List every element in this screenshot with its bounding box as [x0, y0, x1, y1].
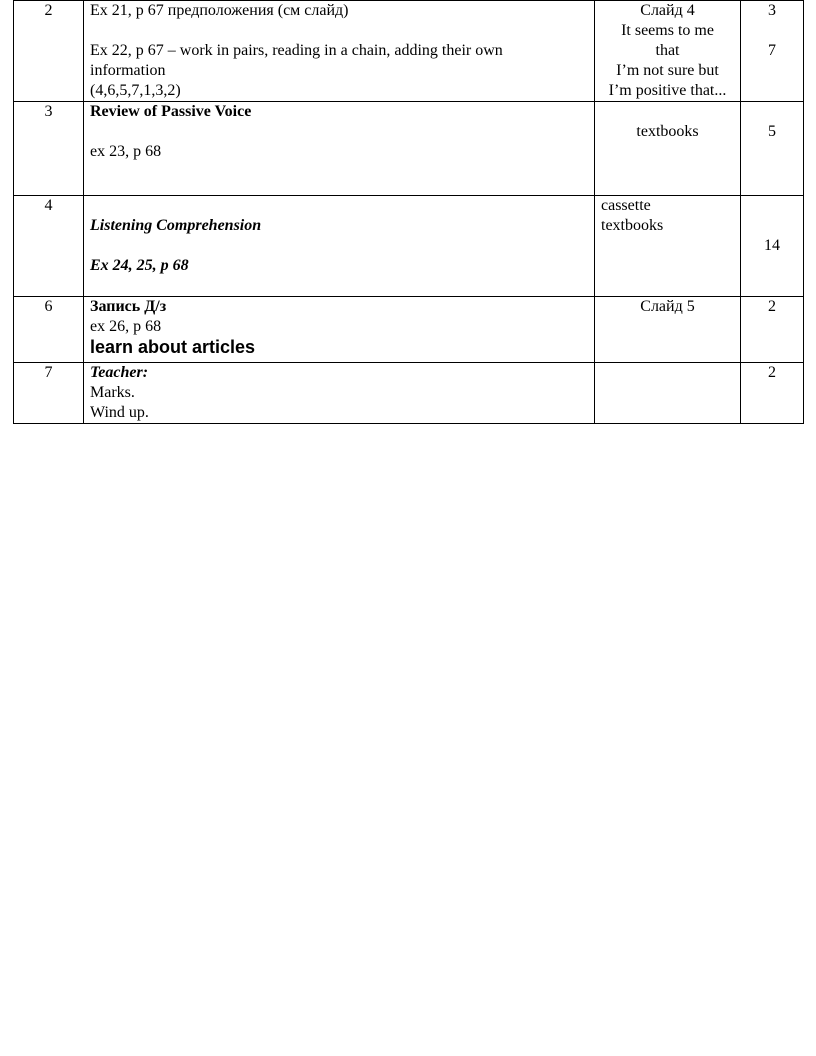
- time-value: 7: [768, 42, 776, 59]
- row-number: 2: [14, 1, 84, 102]
- resource-line: textbooks: [601, 217, 664, 234]
- row-number: 7: [14, 363, 84, 424]
- activity-line: Ex 24, 25, p 68: [90, 257, 189, 274]
- activity-cell: [84, 1, 595, 102]
- activity-heading: Teacher:: [90, 364, 149, 381]
- resources-cell: [595, 363, 741, 424]
- activity-heading: Listening Comprehension: [90, 217, 262, 234]
- table-row: [14, 1, 804, 102]
- time-value: 3: [768, 2, 776, 19]
- activity-line: ex 26, p 68: [90, 318, 162, 335]
- resource-line: I’m positive that...: [608, 82, 727, 99]
- lesson-plan-table: [13, 0, 804, 424]
- table-row: [14, 196, 804, 297]
- activity-heading: Запись Д/з: [90, 298, 167, 315]
- row-number: 3: [14, 102, 84, 196]
- time-cell: [741, 196, 804, 297]
- activity-line: Wind up.: [90, 404, 149, 421]
- time-value: 5: [768, 123, 776, 140]
- activity-line: Ex 22, p 67 – work in pairs, reading in a chain, adding their own: [90, 42, 503, 59]
- resources-cell: [595, 196, 741, 297]
- time-value: 2: [768, 364, 776, 381]
- resource-line: textbooks: [636, 123, 699, 140]
- activity-line: learn about articles: [90, 337, 256, 357]
- resources-cell: [595, 102, 741, 196]
- resource-line: cassette: [601, 197, 651, 214]
- resources-cell: [595, 1, 741, 102]
- activity-heading: Review of Passive Voice: [90, 103, 252, 120]
- time-cell: [741, 363, 804, 424]
- resource-line: that: [655, 42, 680, 59]
- resources-cell: [595, 297, 741, 363]
- activity-line: Ex 21, p 67 предположения (см слайд): [90, 2, 349, 19]
- activity-line: ex 23, p 68: [90, 143, 162, 160]
- table-row: [14, 297, 804, 363]
- row-number: 4: [14, 196, 84, 297]
- activity-cell: [84, 297, 595, 363]
- activity-cell: [84, 363, 595, 424]
- resource-line: It seems to me: [621, 22, 714, 39]
- row-number: 6: [14, 297, 84, 363]
- table-row: [14, 363, 804, 424]
- time-value: 2: [768, 298, 776, 315]
- time-cell: [741, 102, 804, 196]
- activity-cell: [84, 102, 595, 196]
- resource-line: Слайд 4: [640, 2, 695, 19]
- time-cell: [741, 297, 804, 363]
- resource-line: Слайд 5: [640, 298, 695, 315]
- activity-line: information: [90, 62, 166, 79]
- table-row: [14, 102, 804, 196]
- activity-line: Marks.: [90, 384, 135, 401]
- activity-cell: [84, 196, 595, 297]
- resource-line: I’m not sure but: [616, 62, 719, 79]
- time-cell: [741, 1, 804, 102]
- activity-line: (4,6,5,7,1,3,2): [90, 82, 181, 99]
- time-value: 14: [764, 237, 780, 254]
